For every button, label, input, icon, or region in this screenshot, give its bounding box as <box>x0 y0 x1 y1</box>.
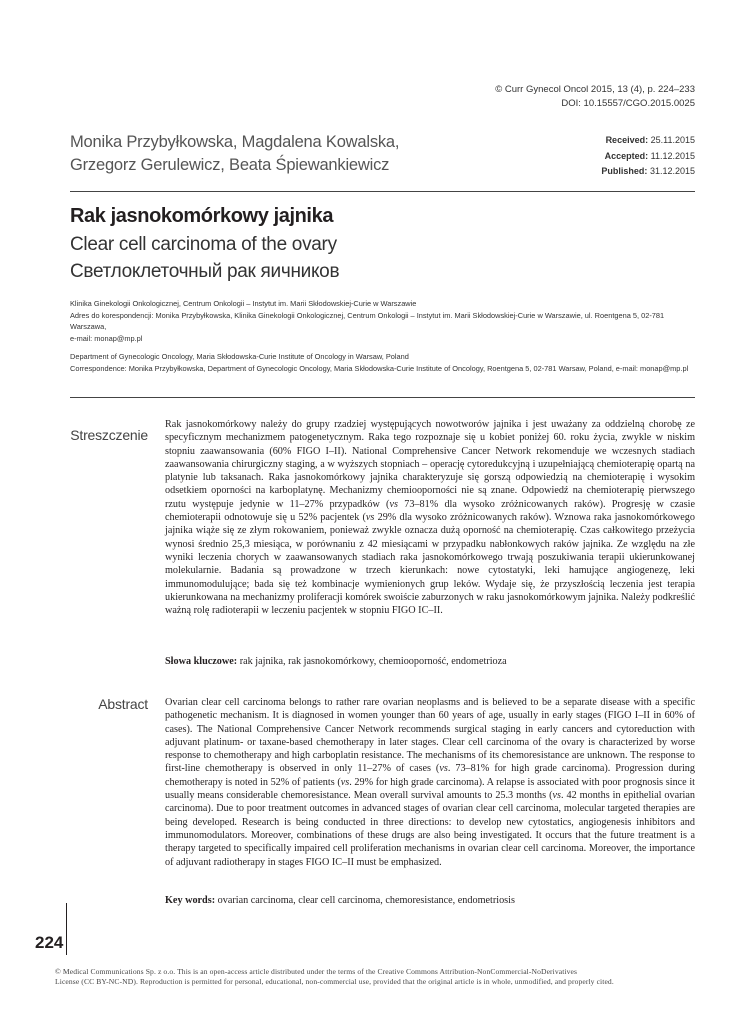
section-divider <box>70 397 695 398</box>
page-number: 224 <box>35 933 64 952</box>
abstract-text <box>165 696 695 869</box>
affiliation-pl-line-1: Klinika Ginekologii Onkologicznej, Centrum Onkologii – Instytut im. Marii Skłodowskiej-Curie w Warszawie <box>70 299 417 308</box>
received-date <box>601 133 695 149</box>
title-english: Clear cell carcinoma of the ovary <box>70 234 337 255</box>
article-dates <box>601 133 695 180</box>
title-polish: Rak jasnokomórkowy jajnika <box>70 205 334 227</box>
streszczenie-vs-2: vs <box>365 512 375 524</box>
author-list <box>70 131 399 177</box>
streszczenie-text <box>165 418 695 617</box>
affiliation-pl-line-2: Adres do korespondencji: Monika Przybyłkowska, Klinika Ginekologii Onkologicznej, Centrum Onkologii – Instytut im. Marii Skłodowskiej-Curie w Warszawie, ul. Roentgena 5, 02-781 Warszawa, <box>70 310 665 331</box>
page-number-rule <box>66 903 67 955</box>
streszczenie-vs-1: vs <box>389 498 398 510</box>
streszczenie-text-b: 73–81% dla wysoko zróżnicowanych raków). Progresję w czasie chemioterapii odnotowuje się u 52% pacjentek ( <box>165 498 695 524</box>
abstract-text-d: . 42 months in epithelial ovarian carcinoma). Due to poor treatment outcomes in advanced stages of ovarian clear cell carcinoma, molecular targeted therapies are being developed. Research is being conducted in three directions: to develop new cytostatics, angiogenesis inhibitors and immunomodulators. Moreover, combinations of these drugs are also being investigated. It occurs that the future treatment is a therapy targeted to specifically impaired cell proliferation mechanisms in ovarian clear cell carcinoma. Moreover, the importance of adjuvant radiotherapy in stages FIGO IC–II must be emphasized. <box>165 790 695 868</box>
journal-doi: DOI: 10.15557/CGO.2015.0025 <box>561 98 695 109</box>
received-value: 25.11.2015 <box>650 135 695 145</box>
footer-line-1: © Medical Communications Sp. z o.o. This is an open-access article distributed under the terms of the Creative Commons Attribution-NonCommercial-NoDerivatives <box>55 967 578 976</box>
accepted-value: 11.12.2015 <box>650 150 695 161</box>
abstract-keywords <box>165 894 695 907</box>
authors-line-1: Monika Przybyłkowska, Magdalena Kowalska, <box>70 133 400 151</box>
abstract-vs-2: vs <box>340 776 350 788</box>
accepted-date <box>601 149 695 165</box>
published-label: Published: <box>601 166 648 176</box>
title-russian: Светлоклеточный рак яичников <box>70 261 340 282</box>
abstract-heading: Abstract <box>98 696 148 712</box>
published-value: 31.12.2015 <box>649 166 695 176</box>
affiliation-english <box>70 351 695 374</box>
affiliation-en-line-2: Correspondence: Monika Przybyłkowska, Department of Gynecologic Oncology, Maria Skłodowska-Curie Institute of Oncology, Roentgena 5, 02-781 Warsaw, Poland, e-mail: monap@mp.pl <box>70 363 689 373</box>
abstract-text-a: Ovarian clear cell carcinoma belongs to rather rare ovarian neoplasms and is believed to be a separate disease with a specific pathogenetic mechanism. It is diagnosed in women younger than 60 years of age, usually in early stages (FIGO I–II in 60% of cases). The National Comprehensive Cancer Network recommends surgical staging in early cancers and cytoreduction with adjuvant platinum- or taxane-based chemotherapy in later stages. Clear cell carcinoma of the ovary is characterized by worse response to chemotherapy and high carboplatin resistance. The mechanisms of its chemoresistance are unknown. The response to first-line chemotherapy is observed in only 11–27% of cases ( <box>165 697 695 775</box>
affiliation-pl-line-3: e-mail: monap@mp.pl <box>70 333 143 343</box>
authors-line-2: Grzegorz Gerulewicz, Beata Śpiewankiewicz <box>70 156 390 174</box>
affiliation-polish <box>70 298 695 344</box>
streszczenie-keywords <box>165 655 695 668</box>
streszczenie-keywords-label: Słowa kluczowe: <box>165 656 238 667</box>
streszczenie-text-c: 29% dla wysoko zróżnicowanych raków). Wznowa raka jasnokomórkowego jajnika wiąże się ze złym rokowaniem, ponieważ zwykle oznacza dużą oporność na chemioterapię. Czas całkowitego przeżycia wynosi średnio 25,3 miesiąca, w porównaniu z 42 miesiącami w przypadku nabłonkowych raków jajnika. Ze względu na złe wyniki leczenia chorych w zaawansowanych stadiach raka jasnokomórkowego trwają poszukiwania terapii ukierunkowanej molekularnie. Badania są prowadzone w trzech kierunkach: nowe cytostatyki, leki hamujące angiogenezę, leki immunomodulujące; bada się też kombinacje wymienionych grup leków. Wydaje się, że przyszłością leczenia jest terapia ukierunkowana na mechanizmy proliferacji komórek swoiście zaburzonych w raku jasnokomórkowym jajnika. Należy podkreślić ważną rolę radioterapii w leczeniu pacjentek w stopniu FIGO IC–II. <box>165 512 695 617</box>
accepted-label: Accepted: <box>604 150 649 161</box>
abstract-vs-3: vs <box>552 790 561 802</box>
abstract-text-b: . 73–81% for high grade carcinoma). Progression during chemotherapy is noted in 52% of patients ( <box>165 763 695 788</box>
affiliation-en-line-1: Department of Gynecologic Oncology, Maria Skłodowska-Curie Institute of Oncology in Warsaw, Poland <box>70 352 409 361</box>
abstract-keywords-label: Key words: <box>165 895 216 906</box>
abstract-keywords-value: ovarian carcinoma, clear cell carcinoma, chemoresistance, endometriosis <box>215 895 515 906</box>
streszczenie-text-a: Rak jasnokomórkowy należy do grupy rzadziej występujących nowotworów jajnika i jest uważany za oddzielną chorobę ze specyficznym mechanizmem patogenetycznym. Raka tego rozpoznaje się u kobiet poniżej 60. roku życia, zwykle w niskim stopniu zaawansowania (60% FIGO I–II). National Comprehensive Cancer Network rekomenduje we wczesnych stadiach zaawansowania chirurgiczny staging, a w wyższych stopniach – operację cytoredukcyjną i uzupełniającą chemioterapię opartą na platynie lub taksanach. Raka jasnokomórkowy jajnika charakteryzuje się gorszą odpowiedzią na chemioterapię i wysokim odsetkiem oporności na karboplatynę. Mechanizmy chemiooporności nie są znane. Odpowiedź na chemioterapię pierwszego rzutu występuje jedynie w 11–27% przypadków ( <box>165 419 695 510</box>
footer-line-2: License (CC BY-NC-ND). Reproduction is permitted for personal, educational, non-commercial use, provided that the original article is in whole, unmodified, and properly cited. <box>55 977 614 986</box>
journal-info <box>495 83 695 111</box>
license-footer <box>55 967 695 987</box>
published-date <box>601 164 695 180</box>
journal-citation: © Curr Gynecol Oncol 2015, 13 (4), p. 224–233 <box>495 84 695 95</box>
abstract-text-c: . 29% for high grade carcinoma). A relapse is associated with poor prognosis since it usually means considerable chemoresistance. Mean overall survival amounts to 25.3 months ( <box>165 776 695 802</box>
header-divider <box>70 191 695 192</box>
abstract-vs-1: vs <box>439 763 448 775</box>
streszczenie-keywords-value: rak jajnika, rak jasnokomórkowy, chemiooporność, endometrioza <box>237 656 507 667</box>
received-label: Received: <box>605 135 649 145</box>
streszczenie-heading: Streszczenie <box>70 427 148 443</box>
